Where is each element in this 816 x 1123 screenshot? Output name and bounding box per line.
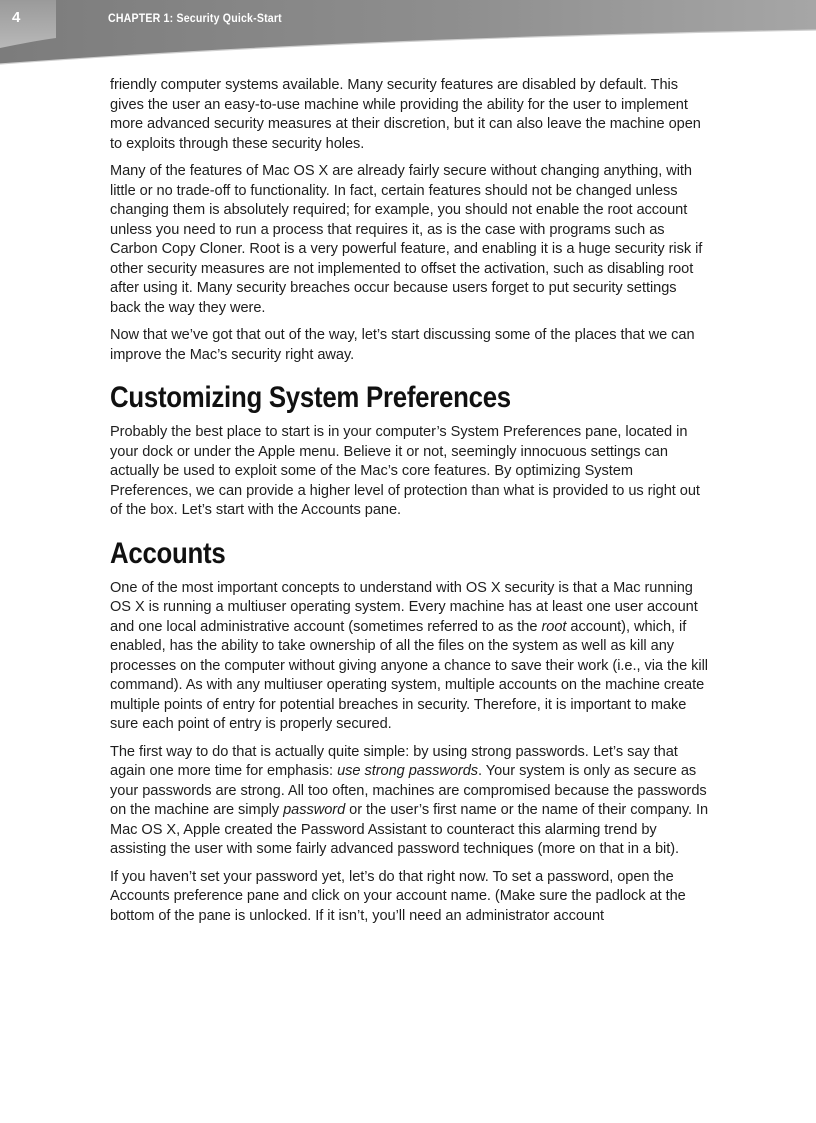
paragraph-system-preferences: Probably the best place to start is in your computer’s System Preferences pane, located in your dock or under the Apple menu. Believe it or not, seemingly innocuous settings can actually be used to exploit some of the Mac’s core features. By optimizing System Preferences, we can provide a higher level of protection than what is provided to us right out of the box. Let’s start with the Accounts pane. [110,424,700,518]
chapter-title: CHAPTER 1: Security Quick-Start [108,13,282,25]
emphasis-root: root [541,618,567,635]
emphasis-use-strong-passwords: use strong passwords [337,763,479,779]
paragraph-multiuser [110,579,710,735]
page-number: 4 [12,9,21,26]
text-run: . Your system is only as secure as your passwords are strong. All too often, machines are compromised because the passwords on the machine are simply [110,763,707,818]
text-run: or the user’s first name or the name of their company. In Mac OS X, Apple created the Password Assistant to counteract this alarming trend by assisting the user with some fairly advanced password techniques (more on that in a bit). [110,802,709,857]
paragraph-transition: Now that we’ve got that out of the way, let’s start discussing some of the places that we can improve the Mac’s security right away. [110,327,695,363]
page-body [110,76,710,934]
running-header [0,0,816,72]
text-run: The first way to do that is actually quite simple: by using strong passwords. Let’s say that again one more time for emphasis: [110,743,678,779]
emphasis-password: password [283,802,346,818]
header-banner [0,0,816,72]
text-run: account), which, if enabled, has the ability to take ownership of all the files on the system as well as kill any processes on the computer without giving anyone a chance to save their work (i.e., via the kill command). As with any multiuser operating system, multiple accounts on the machine create multiple points of entry for potential breaches in security. Therefore, it is important to make sure each point of entry is properly secured. [110,618,708,732]
heading-accounts: Accounts [110,536,226,570]
text-run: One of the most important concepts to understand with OS X security is that a Mac running OS X is running a multiuser operating system. Every machine has at least one user account and one local administrative account (sometimes referred to as the [110,579,698,635]
paragraph-intro: friendly computer systems available. Many security features are disabled by default. This gives the user an easy-to-use machine while providing the ability for the user to implement more advanced security measures at their discretion, but it can also leave the machine open to exploits through these security holes. [110,77,701,152]
heading-customizing-system-preferences: Customizing System Preferences [110,381,511,414]
paragraph-set-password: If you haven’t set your password yet, let’s do that right now. To set a password, open the Accounts preference pane and click on your account name. (Make sure the padlock at the bottom of the pane is unlocked. If it isn’t, you’ll need an administrator account [110,868,686,924]
paragraph-os-x-features: Many of the features of Mac OS X are already fairly secure without changing anything, with little or no trade-off to functionality. In fact, certain features should not be changed unless changing them is absolutely required; for example, you should not enable the root account unless you need to run a process that requires it, as is the case with programs such as Carbon Copy Cloner. Root is a very powerful feature, and enabling it is a huge security risk if other security measures are not implemented to offset the activation, such as disabling root after using it. Many security breaches occur because users forget to put security settings back the way they were. [110,163,703,316]
paragraph-strong-passwords [110,743,710,860]
